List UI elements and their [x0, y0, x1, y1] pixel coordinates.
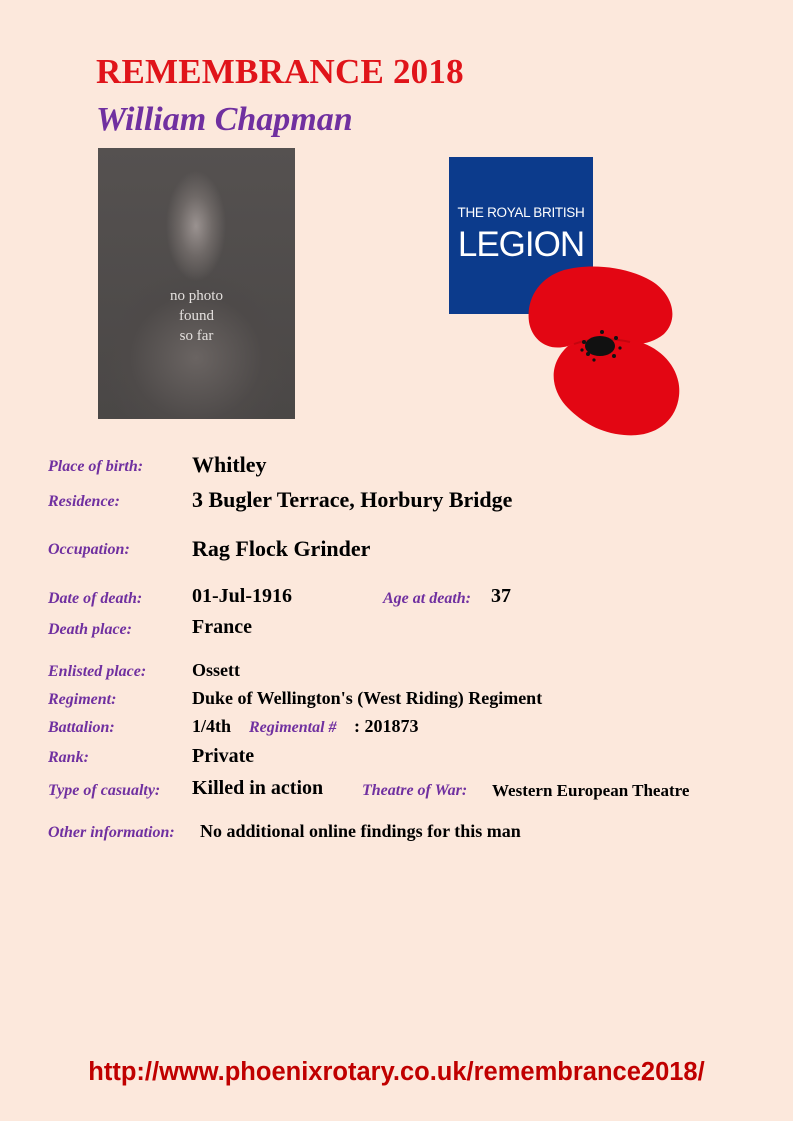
page-title: REMEMBRANCE 2018 — [96, 52, 464, 91]
rank-label: Rank: — [48, 749, 89, 766]
enlisted-place-label: Enlisted place: — [48, 663, 147, 680]
occupation-value: Rag Flock Grinder — [192, 536, 371, 561]
death-place-value: France — [192, 616, 252, 638]
occupation-label: Occupation: — [48, 541, 130, 558]
photo-text-line: no photo — [170, 288, 223, 304]
regimental-number-value: : 201873 — [354, 716, 419, 736]
logo-big-text: LEGION — [457, 225, 585, 264]
photo-text-line: so far — [179, 328, 214, 344]
type-of-casualty-value: Killed in action — [192, 777, 324, 799]
theatre-of-war-label: Theatre of War: — [362, 782, 468, 799]
website-url: http://www.phoenixrotary.co.uk/remembrance2018/ — [88, 1058, 705, 1086]
logo-small-text: THE ROYAL BRITISH — [457, 205, 585, 220]
death-place-label: Death place: — [48, 621, 132, 638]
residence-value: 3 Bugler Terrace, Horbury Bridge — [192, 487, 513, 512]
battalion-label: Battalion: — [48, 719, 115, 736]
place-of-birth-label: Place of birth: — [48, 458, 144, 475]
residence-label: Residence: — [48, 493, 120, 510]
type-of-casualty-label: Type of casualty: — [48, 782, 161, 799]
regiment-value: Duke of Wellington's (West Riding) Regiment — [192, 688, 543, 708]
rank-value: Private — [192, 745, 255, 767]
regimental-number-label: Regimental # — [249, 719, 337, 736]
date-of-death-label: Date of death: — [48, 590, 143, 607]
age-at-death-label: Age at death: — [383, 590, 471, 607]
other-information-value: No additional online findings for this man — [200, 821, 521, 841]
photo-text-line: found — [179, 308, 214, 324]
place-of-birth-value: Whitley — [192, 452, 267, 477]
soldier-name: William Chapman — [96, 101, 353, 138]
regiment-label: Regiment: — [48, 691, 117, 708]
other-information-label: Other information: — [48, 824, 175, 841]
photo-placeholder — [98, 148, 295, 419]
date-of-death-value: 01-Jul-1916 — [192, 585, 292, 607]
theatre-of-war-value: Western European Theatre — [492, 781, 690, 800]
battalion-value: 1/4th — [192, 716, 232, 736]
photo-placeholder-text — [98, 286, 295, 346]
poppy-icon — [524, 262, 684, 438]
enlisted-place-value: Ossett — [192, 660, 240, 680]
age-at-death-value: 37 — [491, 585, 511, 607]
